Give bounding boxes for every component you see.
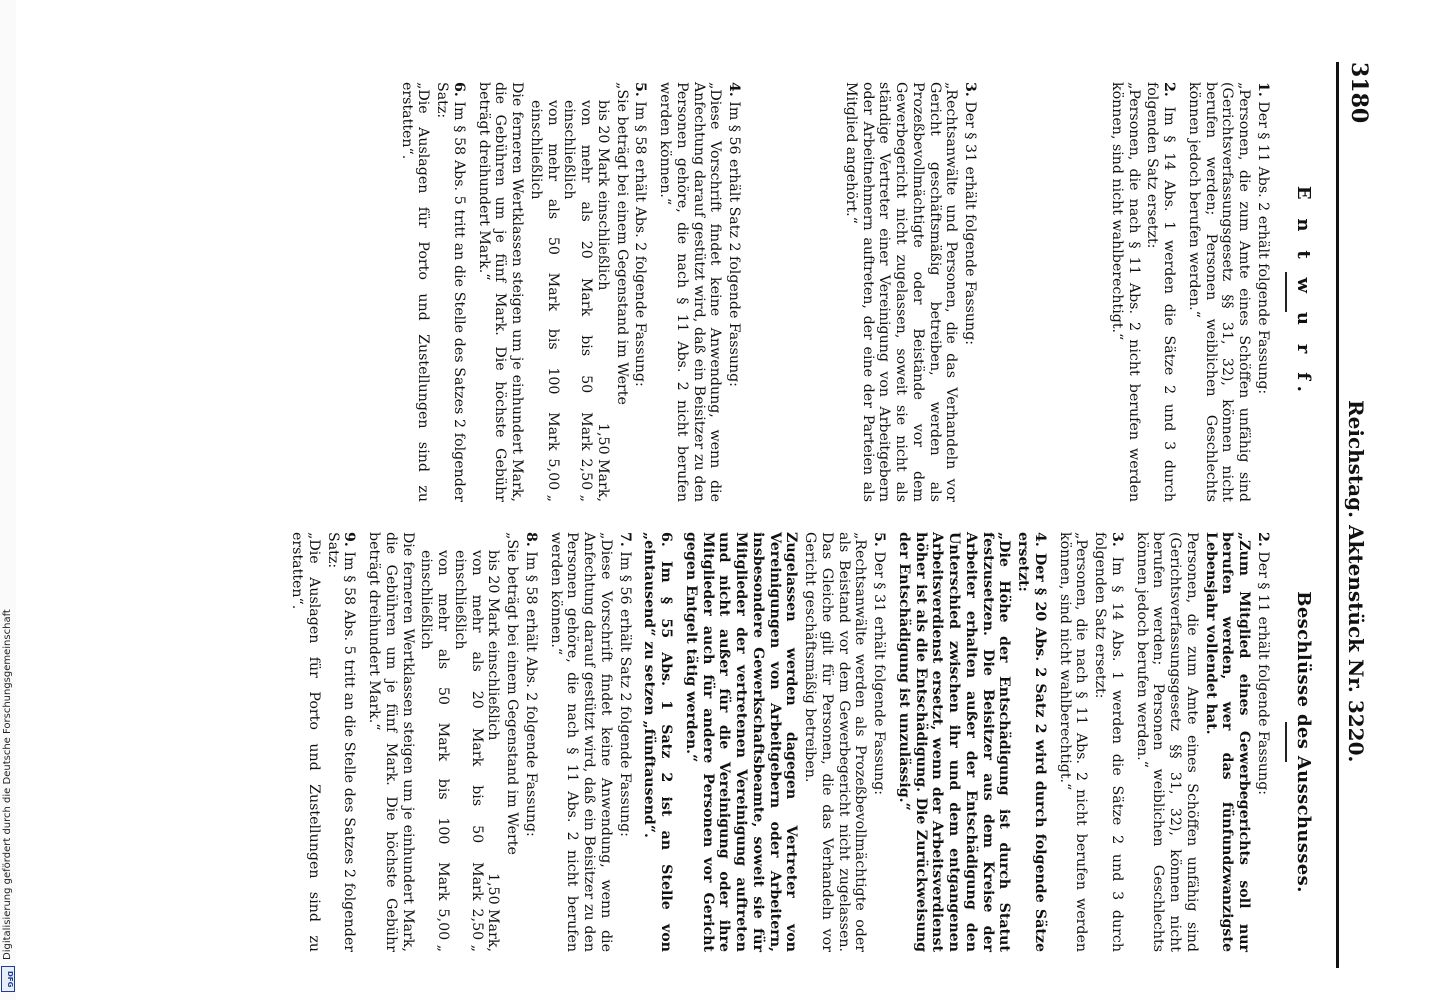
- item-number: 6.: [658, 532, 675, 547]
- draft-item-3: [842, 82, 978, 502]
- fee-row: [451, 550, 485, 952]
- fee-amount: 2,50 „: [468, 908, 485, 952]
- item-number: 1.: [1254, 82, 1271, 97]
- item-quote: „Rechtsanwälte werden als Prozeßbevollmächtigte oder als Beistand vor dem Gewerbegericht nicht zugelassen. Das Gleiche gilt für Personen, die das Verhandeln vor Gericht geschäftsmäßig betreiben.: [802, 532, 869, 952]
- draft-column: [396, 82, 1324, 502]
- item-number: 2.: [1254, 532, 1271, 547]
- item-quote: „Personen, die zum Amte eines Schöffen unfähig sind (Gerichtsverfassungsgesetz §§ 31, 32), können nicht berufen werden; Personen weiblichen Geschlechts können jedoch berufen werden.“: [1185, 82, 1253, 502]
- item-number: 5.: [632, 82, 649, 97]
- page-number: 3180: [1346, 62, 1372, 124]
- item-quote: „Personen, die nach § 11 Abs. 2 nicht berufen werden können, sind nicht wahlberechtigt.“: [1108, 82, 1142, 502]
- item-text: Im § 58 erhält Abs. 2 folgende Fassung:: [632, 101, 649, 387]
- item-text: Der § 20 Abs. 2 Satz 2 wird durch folgende Sätze ersetzt:: [1015, 532, 1048, 952]
- item-quote: „Personen, die nach § 11 Abs. 2 nicht berufen werden können, sind nicht wahlberechtigt.“: [1056, 532, 1090, 952]
- item-quote: „Die Auslagen für Porto und Zustellungen sind zu erstatten“.: [289, 532, 322, 952]
- committee-heading: Beschlüsse des Ausschusses.: [1293, 591, 1314, 893]
- fee-amount: 1,50 Mark,: [594, 423, 611, 502]
- fee-label: bis 20 Mark einschließlich: [485, 550, 502, 741]
- item-bold: „Zum Mitglied eines Gewerbegerichts soll nur berufen werden, wer das fünfundzwanzigste Lebensjahr vollendet hat.: [1202, 532, 1253, 952]
- item-text: Der § 31 erhält folgende Fassung:: [871, 551, 888, 796]
- item-bold: „Die Höhe der Entschädigung ist durch Statut festzusetzen. Die Beisitzer aus dem Kreise der Arbeiter erhalten außer der Entschädigung den Unterschied zwischen ihr und dem entgangenen Arbeitsverdienst ersetzt, wenn der Arbeitsverdienst höher ist als die Entschädigung. Die Zurückweisung der Entschädigung ist unzulässig.“: [895, 532, 1013, 952]
- fee-row: [594, 100, 611, 502]
- fee-amount: 1,50 Mark,: [485, 873, 502, 952]
- item-text: Im § 56 erhält Satz 2 folgende Fassung:: [726, 101, 743, 387]
- item-number: 4.: [1031, 532, 1048, 547]
- heading-rule: [1285, 722, 1287, 762]
- fee-label: von mehr als 50 Mark bis 100 Mark einschließlich: [527, 100, 561, 451]
- item-number: 5.: [871, 532, 888, 547]
- committee-item-7: [547, 532, 633, 952]
- item-number: 8.: [522, 532, 539, 547]
- committee-item-9: [288, 532, 357, 952]
- item-quote: „Sie beträgt bei einem Gegenstand im Werte: [613, 82, 630, 405]
- committee-column: [286, 532, 1324, 952]
- item-number: 7.: [616, 532, 633, 547]
- item-number: 2.: [1161, 82, 1178, 97]
- committee-item-5: [682, 532, 887, 952]
- item-text: Im § 14 Abs. 1 werden die Sätze 2 und 3 durch folgenden Satz ersetzt:: [1144, 82, 1178, 503]
- fee-label: von mehr als 50 Mark bis 100 Mark einschließlich: [418, 550, 452, 901]
- item-quote: „Die Auslagen für Porto und Zustellungen sind zu erstatten“.: [398, 82, 432, 502]
- item-quote: „Diese Vorschrift findet keine Anwendung, wenn die Anfechtung darauf gestützt wird, daß ein Beisitzer zu den Personen gehöre, die nach § 11 Abs. 2 nicht berufen werden können.“: [657, 82, 724, 502]
- item-text: Im § 56 erhält Satz 2 folgende Fassung:: [616, 551, 633, 837]
- fee-row: [527, 100, 561, 502]
- committee-item-6: [641, 532, 675, 952]
- item-bold: Zugelassen werden dagegen Vertreter von Vereinigungen von Arbeitgebern oder Arbeitern, insbesondere Gewerkschaftsbeamte, soweit sie für Mitglieder der vertretenen Vereinigung auftreten und nicht außer für die Vereinigung oder ihre Mitglieder auch für andere Personen vor Gericht gegen Entgelt tätig werden.“: [682, 532, 800, 952]
- item-text: Im § 58 Abs. 5 tritt an die Stelle des Satzes 2 folgender Satz:: [324, 532, 358, 952]
- fee-amount: 5,00 „: [544, 458, 561, 502]
- item-text: Der § 11 erhält folgende Fassung:: [1254, 551, 1271, 796]
- running-head: Reichstag. Aktenstück Nr. 3220.: [1344, 400, 1368, 763]
- fee-tail: Die ferneren Wertklassen steigen um je einhundert Mark, die Gebühren um je fünf Mark. Die höchste Gebühr beträgt dreihundert Mark.“: [475, 82, 526, 502]
- fee-label: von mehr als 20 Mark bis 50 Mark einschließlich: [451, 550, 485, 901]
- funding-credit: Digitalisierung gefördert durch die Deutsche Forschungsgemeinschaft: [2, 609, 13, 960]
- draft-item-6: [398, 82, 467, 502]
- draft-item-5: [475, 82, 649, 502]
- draft-item-2: [1108, 82, 1177, 502]
- item-quote: Personen, die zum Amte eines Schöffen unfähig sind (Gerichtsverfassungsgesetz §§ 31, 32), können nicht berufen werden; Personen weiblichen Geschlechts können jedoch berufen werden.“: [1133, 532, 1200, 952]
- header-rule: [1336, 62, 1339, 968]
- committee-item-3: [1056, 532, 1125, 952]
- fee-amount: 2,50 „: [578, 458, 595, 502]
- committee-item-4: [895, 532, 1048, 952]
- item-text: Der § 31 erhält folgende Fassung:: [962, 101, 979, 346]
- item-number: 4.: [726, 82, 743, 97]
- fee-row: [418, 550, 452, 952]
- item-number: 6.: [450, 82, 467, 97]
- fee-tail: Die ferneren Wertklassen steigen um je einhundert Mark, die Gebühren um je fünf Mark. Die höchste Gebühr beträgt dreihundert Mark.“: [366, 532, 416, 952]
- item-quote: „Diese Vorschrift findet keine Anwendung, wenn die Anfechtung darauf gestützt wird, daß ein Beisitzer zu den Personen gehöre, die nach § 11 Abs. 2 nicht berufen werden können.“: [547, 532, 614, 952]
- fee-row: [485, 550, 502, 952]
- draft-item-4: [656, 82, 742, 502]
- item-quote: „Sie beträgt bei einem Gegenstand im Werte: [504, 532, 521, 855]
- fee-label: bis 20 Mark einschließlich: [594, 100, 611, 291]
- heading-rule: [1285, 272, 1287, 312]
- item-text: Der § 11 Abs. 2 erhält folgende Fassung:: [1254, 101, 1271, 395]
- item-bold: Im § 55 Abs. 1 Satz 2 ist an Stelle von „eintausend“ zu setzen „fünftausend“.: [641, 532, 675, 952]
- draft-heading: E n t w u r f.: [1293, 185, 1314, 399]
- draft-item-1: [1185, 82, 1271, 502]
- item-quote: „Rechtsanwälte und Personen, die das Verhandeln vor Gericht geschäftsmäßig betreiben, werden als Prozeßbevollmächtigte oder Beistände vor dem Gewerbegericht nicht zugelassen, soweit sie nicht als ständige Vertreter einer Vereinigung von Arbeitgebern oder Arbeitnehmern auftreten, der eine der Parteien als Mitglied angehört.“: [842, 82, 960, 502]
- fee-amount: 5,00 „: [435, 908, 452, 952]
- item-number: 3.: [962, 82, 979, 97]
- dfg-logo-icon: DFG: [1, 966, 15, 992]
- item-text: Im § 14 Abs. 1 werden die Sätze 2 und 3 durch folgenden Satz ersetzt:: [1092, 532, 1125, 953]
- item-text: Im § 58 erhält Abs. 2 folgende Fassung:: [522, 551, 539, 837]
- item-number: 3.: [1108, 532, 1125, 547]
- fee-row: [561, 100, 595, 502]
- committee-item-8: [365, 532, 539, 952]
- fee-label: von mehr als 20 Mark bis 50 Mark einschließlich: [561, 100, 595, 451]
- item-number: 9.: [341, 532, 358, 547]
- committee-item-2: [1133, 532, 1271, 952]
- item-text: Im § 58 Abs. 5 tritt an die Stelle des Satzes 2 folgender Satz:: [434, 82, 467, 502]
